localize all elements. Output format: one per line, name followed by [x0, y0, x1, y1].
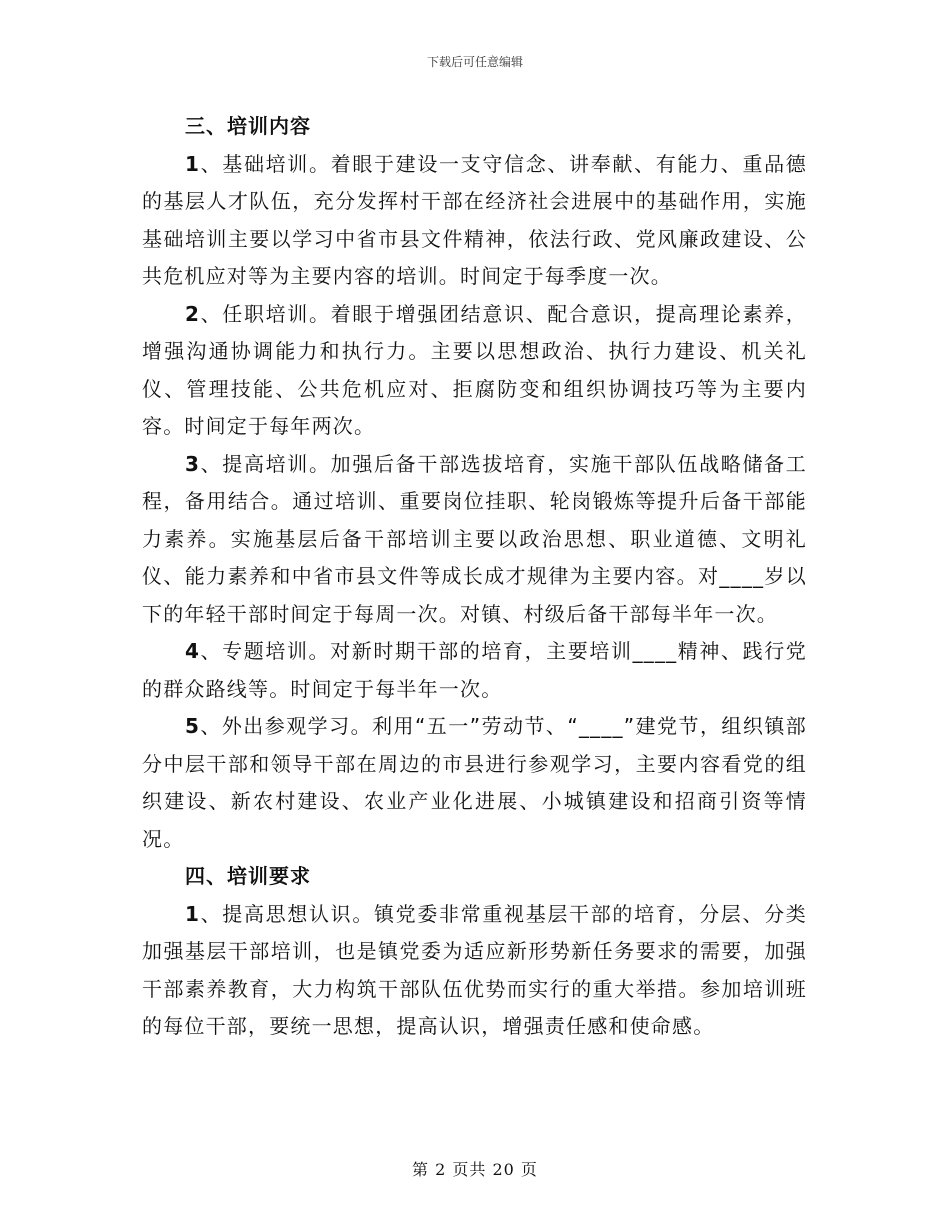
section-heading-training-requirements: 四、培训要求: [185, 864, 311, 888]
item-number: 1: [185, 151, 201, 176]
paragraph-improvement-training: [142, 446, 807, 634]
header-note: 下载后可任意编辑: [426, 55, 523, 69]
paragraph-appointment-training: [142, 296, 807, 446]
paragraph-text: 、提高培训。加强后备干部选拔培育，实施干部队伍战略储备工程，备用结合。通过培训、重要岗位挂职、轮岗锻炼等提升后备干部能力素养。实施基层后备干部培训主要以政治思想、职业道德、文明礼仪、能力素养和中省市县文件等成长成才规律为主要内容。对____岁以下的年轻干部时间定于每周一次。对镇、村级后备干部每半年一次。: [142, 451, 807, 626]
paragraph-field-visit: [142, 708, 807, 858]
item-number: 4: [185, 639, 201, 663]
paragraph-text: 、基础培训。着眼于建设一支守信念、讲奉献、有能力、重品德的基层人才队伍，充分发挥村干部在经济社会进展中的基础作用，实施基础培训主要以学习中省市县文件精神，依法行政、党风廉政建设、公共危机应对等为主要内容的培训。时间定于每季度一次。: [142, 151, 807, 288]
section-heading-training-content: 三、培训内容: [185, 114, 311, 138]
paragraph-basic-training: [142, 146, 807, 296]
paragraph-special-training: [142, 633, 807, 708]
paragraph-text: 、专题培训。对新时期干部的培育，主要培训____精神、践行党的群众路线等。时间定于每半年一次。: [142, 639, 807, 701]
paragraph-text: 、提高思想认识。镇党委非常重视基层干部的培育，分层、分类加强基层干部培训，也是镇党委为适应新形势新任务要求的需要，加强干部素养教育，大力构筑干部队伍优势而实行的重大举措。参加培训班的每位干部，要统一思想，提高认识，增强责任感和使命感。: [142, 901, 807, 1038]
item-number: 2: [185, 301, 201, 326]
page-footer: 第 2 页共 20 页: [412, 1160, 538, 1179]
document-body: [142, 108, 807, 1046]
item-number: 3: [185, 451, 201, 476]
paragraph-text: 、外出参观学习。利用“五一”劳动节、“____”建党节，组织镇部分中层干部和领导干部在周边的市县进行参观学习，主要内容看党的组织建设、新农村建设、农业产业化进展、小城镇建设和招商引资等情况。: [142, 714, 807, 851]
paragraph-text: 、任职培训。着眼于增强团结意识、配合意识，提高理论素养，增强沟通协调能力和执行力。主要以思想政治、执行力建设、机关礼仪、管理技能、公共危机应对、拒腐防变和组织协调技巧等为主要内容。时间定于每年两次。: [142, 301, 807, 438]
item-number: 5: [185, 714, 201, 738]
item-number: 1: [185, 901, 201, 926]
paragraph-raise-awareness: [142, 896, 807, 1046]
